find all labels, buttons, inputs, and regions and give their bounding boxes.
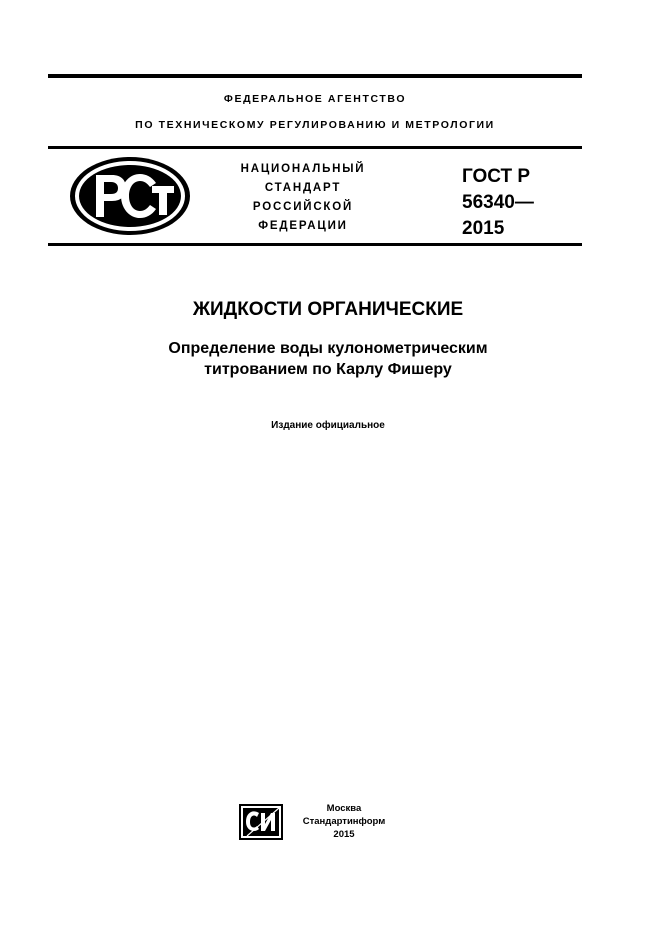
standard-type-line: ФЕДЕРАЦИИ [258,220,348,232]
standard-type [218,160,388,236]
rst-logo-icon [68,155,192,237]
standard-type-line: СТАНДАРТ [264,182,342,194]
publisher-block [292,802,396,841]
publisher-name: Стандартинформ [302,816,386,827]
document-title: ЖИДКОСТИ ОРГАНИЧЕСКИЕ [192,299,464,320]
bottom-rule [48,243,582,246]
edition-label: Издание официальное [271,420,385,431]
subtitle-line-1: Определение воды кулонометрическим [168,340,488,357]
subtitle-line-2: титрованием по Карлу Фишеру [204,361,452,378]
designation-line-3: 2015 [462,218,505,239]
publisher-year: 2015 [333,829,355,840]
designation-line-2: 56340— [462,192,534,213]
agency-line-1: ФЕДЕРАЛЬНОЕ АГЕНТСТВО [223,93,407,105]
document-subtitle [48,338,608,380]
publisher-city: Москва [326,803,362,814]
standartinform-logo-icon [239,804,283,840]
middle-rule [48,146,582,149]
standard-type-line: НАЦИОНАЛЬНЫЙ [240,163,366,175]
agency-line-2: ПО ТЕХНИЧЕСКОМУ РЕГУЛИРОВАНИЮ И МЕТРОЛОГИИ [135,119,495,131]
designation-line-1: ГОСТ Р [462,166,531,187]
standard-designation [462,164,534,242]
top-rule [48,74,582,78]
standard-type-line: РОССИЙСКОЙ [252,201,354,213]
